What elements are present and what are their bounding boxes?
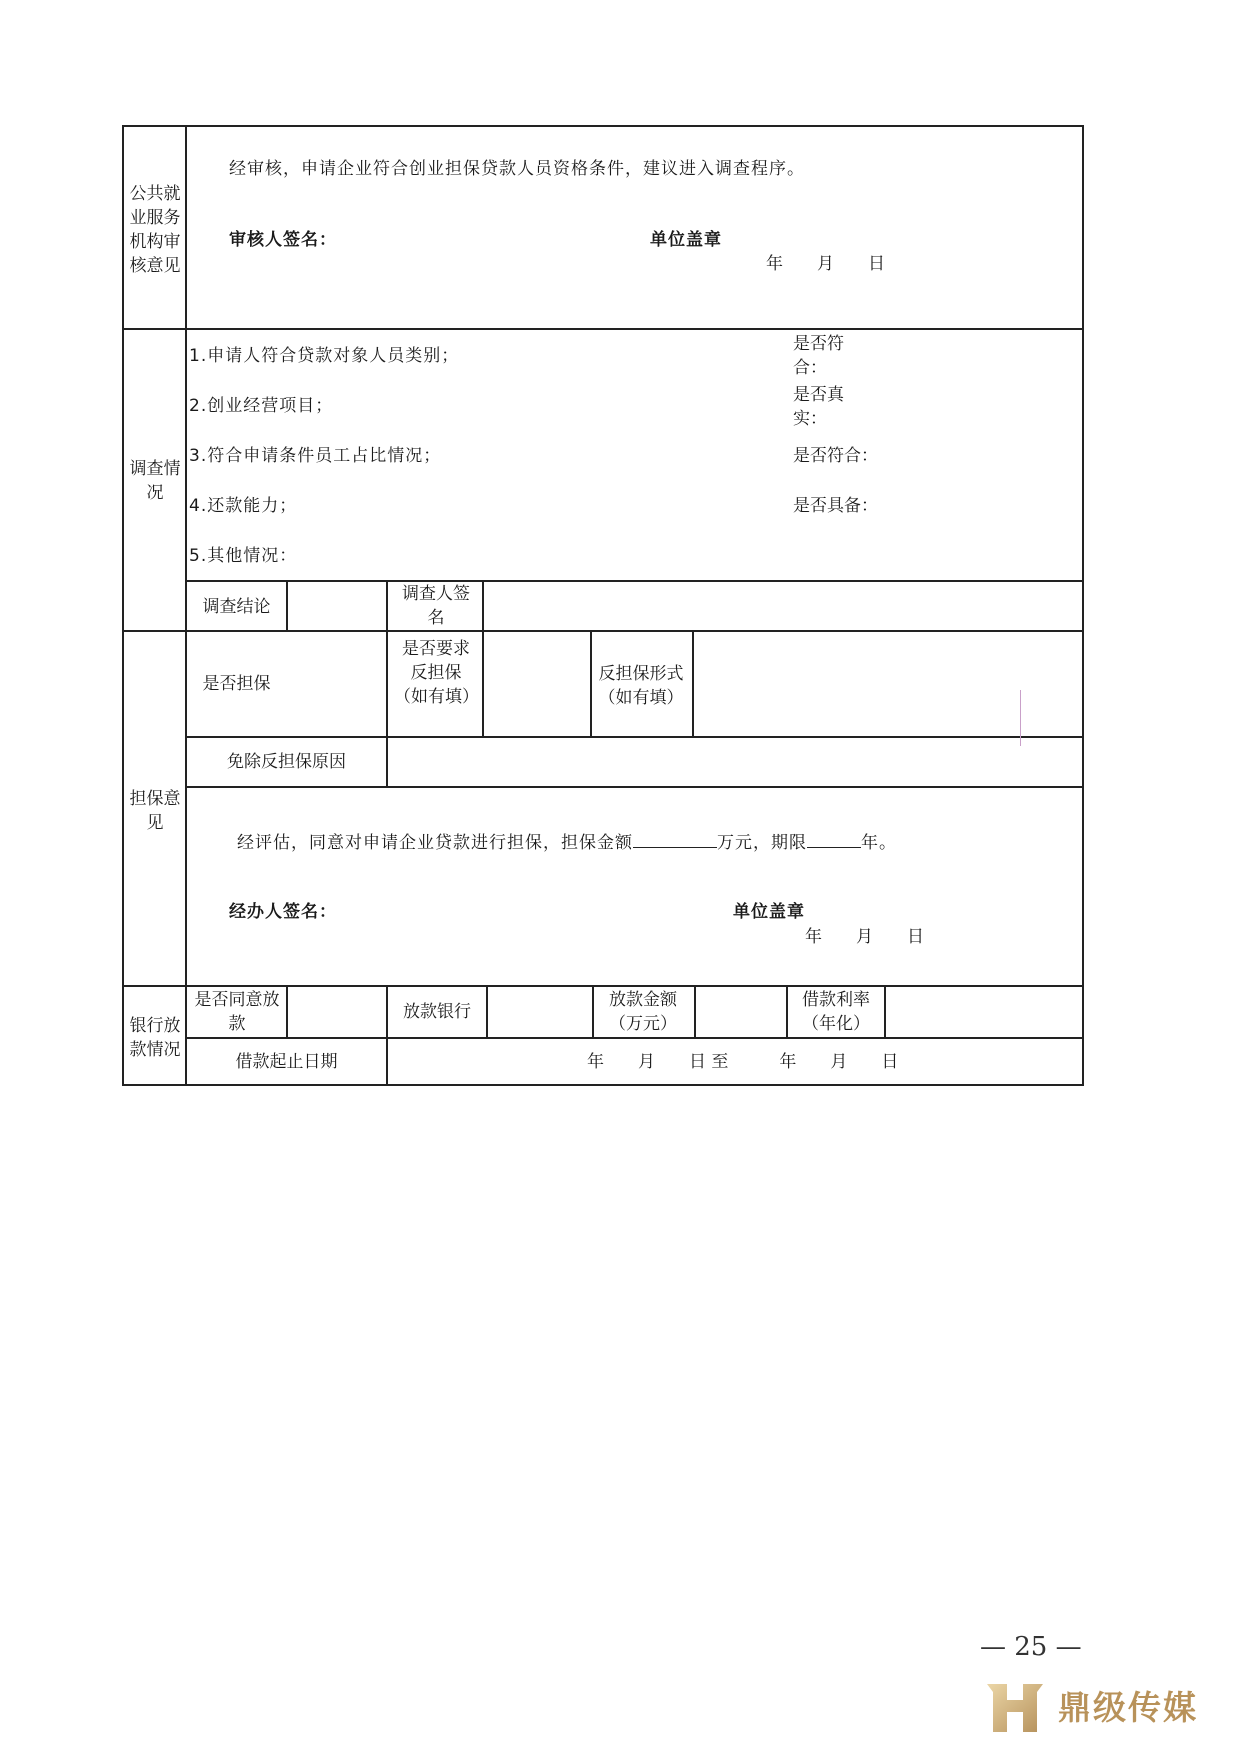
row-divider [122, 985, 1084, 987]
survey-item-text: 5.其他情况： [189, 546, 298, 566]
exempt-reason-label: 免除反担保原因 [227, 752, 346, 772]
survey-item-text: 1.申请人符合贷款对象人员类别； [189, 346, 460, 366]
survey-item-check: 是否符合： [793, 334, 844, 378]
is-guarantee-label: 是否担保 [202, 674, 271, 694]
guarantee-period-blank[interactable] [807, 829, 861, 848]
require-counter-guarantee-label: 是否要求反担保（如有填） [394, 639, 479, 707]
guarantee-statement [237, 829, 897, 855]
agree-loan-label: 是否同意放款 [194, 990, 280, 1034]
reviewer-signature-label: 审核人签名： [229, 230, 337, 250]
cell-divider [286, 985, 288, 1037]
row-divider [122, 328, 1084, 330]
public-review-statement: 经审核，申请企业符合创业担保贷款人员资格条件，建议进入调查程序。 [229, 159, 805, 179]
cell-divider [884, 985, 886, 1037]
loan-amount-label: 放款金额（万元） [609, 990, 677, 1034]
cell-divider [286, 580, 288, 630]
loan-period-value: 年 月 日 至 年 月 日 [587, 1052, 899, 1072]
survey-conclusion-label: 调查结论 [202, 597, 271, 617]
survey-item-check: 是否具备： [793, 496, 878, 516]
cell-divider [482, 630, 484, 736]
handler-signature-label: 经办人签名： [229, 902, 337, 922]
cell-divider [786, 985, 788, 1037]
surveyor-signature-label: 调查人签名 [402, 584, 470, 628]
survey-item-check: 是否真实： [793, 385, 844, 429]
row-divider [185, 736, 1084, 738]
loan-period-label: 借款起止日期 [235, 1052, 338, 1072]
cell-divider [486, 985, 488, 1037]
guarantee-date: 年 月 日 [805, 927, 924, 947]
cell-divider [386, 580, 388, 630]
cell-divider [692, 630, 694, 736]
cell-divider [694, 985, 696, 1037]
public-review-label: 公共就业服务机构审核意见 [129, 184, 181, 276]
guarantee-statement-mid: 万元，期限 [717, 833, 807, 853]
survey-item-check: 是否符合： [793, 446, 878, 466]
loan-rate-label: 借款利率（年化） [802, 990, 870, 1034]
cell-divider [482, 580, 484, 630]
survey-label: 调查情况 [129, 459, 181, 503]
guarantee-unit-seal-label: 单位盖章 [733, 902, 805, 922]
watermark-text: 鼎级传媒 [1058, 1688, 1198, 1727]
guarantee-statement-prefix: 经评估，同意对申请企业贷款进行担保，担保金额 [237, 833, 633, 853]
bank-loan-label: 银行放款情况 [129, 1016, 181, 1060]
loan-bank-label: 放款银行 [403, 1002, 471, 1022]
guarantee-amount-blank[interactable] [633, 829, 717, 848]
cell-divider [592, 985, 594, 1037]
row-divider [122, 630, 1084, 632]
row-divider [185, 1037, 1084, 1039]
pen-mark [1020, 690, 1021, 746]
counter-guarantee-form-label: 反担保形式（如有填） [598, 664, 684, 708]
page-number: — 25 — [980, 1632, 1082, 1662]
survey-item-text: 4.还款能力； [189, 496, 298, 516]
cell-divider [590, 630, 592, 736]
review-date: 年 月 日 [766, 254, 885, 274]
row-divider [185, 580, 1084, 582]
unit-seal-label: 单位盖章 [650, 230, 722, 250]
survey-item-text: 2.创业经营项目； [189, 396, 334, 416]
cell-divider [386, 630, 388, 786]
row-divider [185, 786, 1084, 788]
survey-item-text: 3.符合申请条件员工占比情况； [189, 446, 442, 466]
guarantee-label: 担保意见 [129, 789, 181, 833]
guarantee-statement-suffix: 年。 [861, 833, 897, 853]
